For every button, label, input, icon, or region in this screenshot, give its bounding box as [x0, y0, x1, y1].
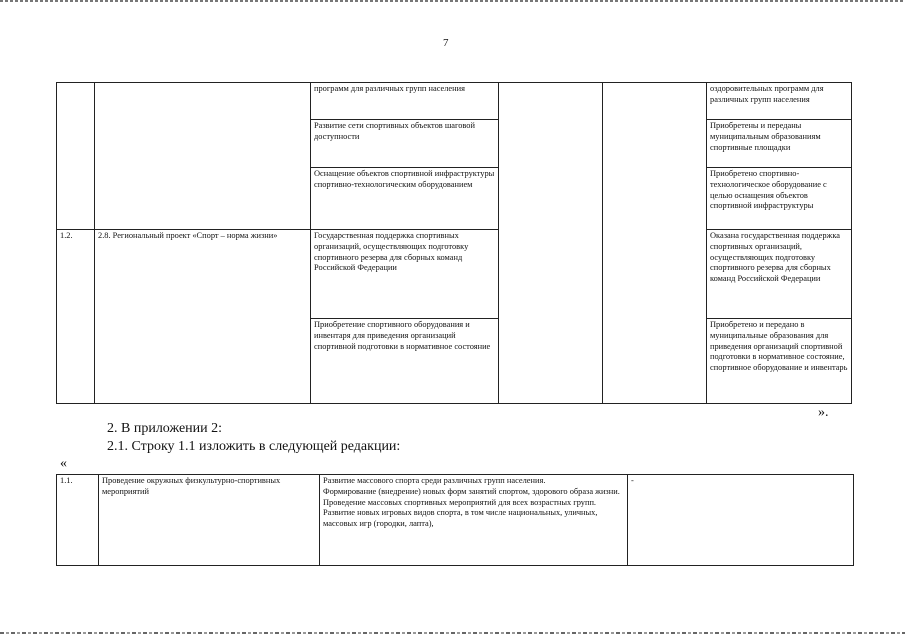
empty-cell	[499, 83, 603, 404]
result-cell: Приобретены и переданы муниципальным образованиям спортивные площадки	[707, 120, 852, 168]
task-cell: Приобретение спортивного оборудования и инвентаря для приведения организаций спортивной подготовки в нормативное состояние	[311, 319, 499, 404]
extra-cell: -	[628, 475, 854, 566]
paragraph-row-edit: 2.1. Строку 1.1 изложить в следующей редакции:	[107, 439, 401, 454]
result-cell: Приобретено спортивно-технологическое оборудование с целью оснащения объектов спортивной инфраструктуры	[707, 168, 852, 230]
result-cell: Приобретено и передано в муниципальные образования для приведения организаций спортивной подготовки в нормативное состояние, спортивное оборудование и инвентарь	[707, 319, 852, 404]
result-cell: оздоровительных программ для различных групп населения	[707, 83, 852, 120]
project-name-cell: 2.8. Региональный проект «Спорт – норма жизни»	[95, 230, 311, 404]
task-cell: Развитие сети спортивных объектов шаговой доступности	[311, 120, 499, 168]
row-number-cell: 1.1.	[57, 475, 99, 566]
table-row	[57, 230, 852, 319]
scan-edge-top	[0, 0, 905, 2]
table-row	[57, 475, 854, 566]
appendix-table	[56, 474, 854, 566]
event-name-cell: Проведение окружных физкультурно-спортивных мероприятий	[99, 475, 320, 566]
row-number-cell: 1.2.	[57, 230, 95, 404]
description-line: Развитие новых игровых видов спорта, в том числе национальных, уличных, массовых игр (городки, лапта),	[323, 508, 598, 529]
description-cell	[320, 475, 628, 566]
project-name-cell	[95, 83, 311, 230]
opening-quote: «	[60, 456, 67, 471]
paragraph-appendix: 2. В приложении 2:	[107, 421, 223, 436]
closing-quote: ».	[818, 405, 829, 420]
task-cell: Государственная поддержка спортивных организаций, осуществляющих подготовку спортивного резерва для сборных команд Российской Федерации	[311, 230, 499, 319]
page-number: 7	[443, 37, 449, 49]
table-row	[57, 83, 852, 120]
task-cell: программ для различных групп населения	[311, 83, 499, 120]
row-number-cell	[57, 83, 95, 230]
task-cell: Оснащение объектов спортивной инфраструктуры спортивно-технологическим оборудованием	[311, 168, 499, 230]
description-line: Формирование (внедрение) новых форм занятий спортом, здорового образа жизни.	[323, 486, 620, 496]
description-line: Развитие массового спорта среди различных групп населения.	[323, 476, 546, 485]
measures-table	[56, 82, 852, 404]
scan-edge-bottom	[0, 632, 905, 634]
result-cell: Оказана государственная поддержка спортивных организаций, осуществляющих подготовку спортивного резерва для сборных команд Российской Федерации	[707, 230, 852, 319]
empty-cell	[603, 83, 707, 404]
description-line: Проведение массовых спортивных мероприятий для всех возрастных групп.	[323, 497, 597, 507]
